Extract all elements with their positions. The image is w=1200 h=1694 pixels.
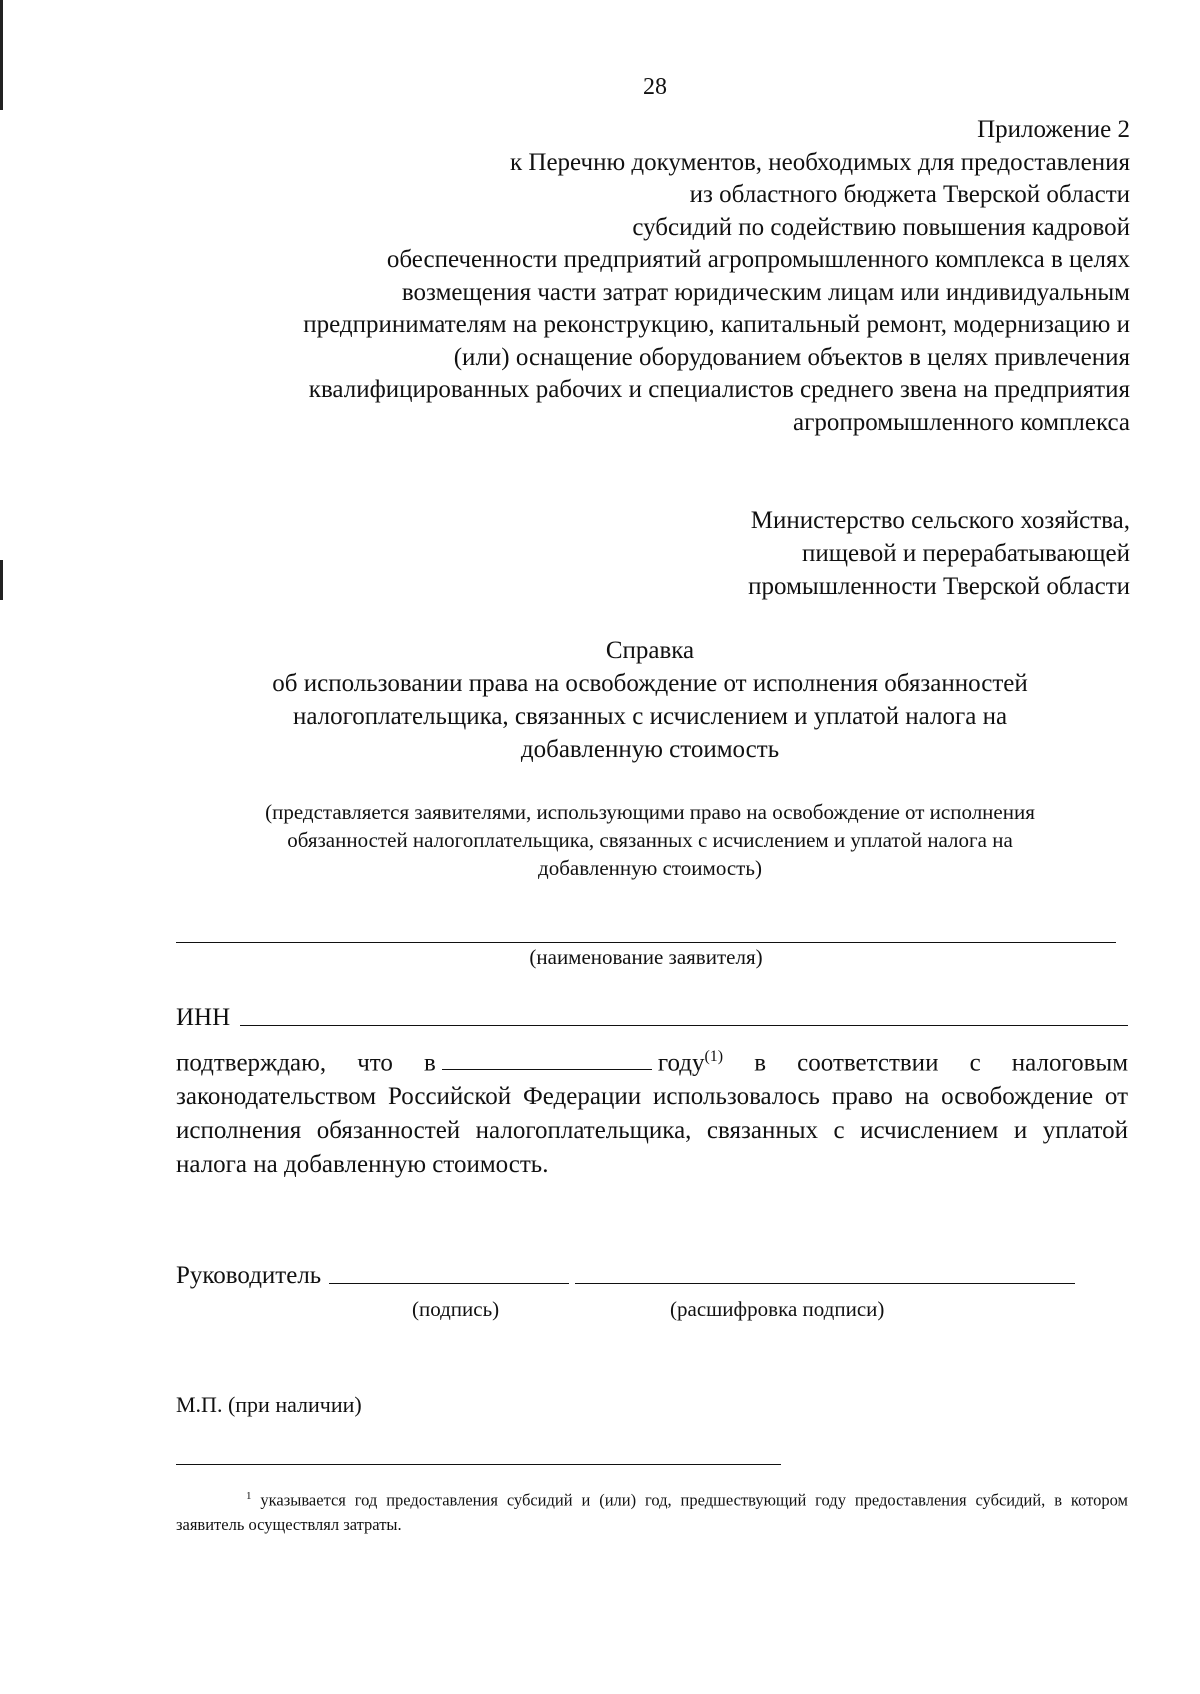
- document-title-block: [180, 634, 1120, 766]
- footnote-reference: (1): [704, 1048, 724, 1065]
- addressee-line: Министерство сельского хозяйства,: [750, 507, 1130, 534]
- appendix-line: возмещения части затрат юридическим лицам или индивидуальным: [401, 278, 1130, 306]
- footnote-text: указывается год предоставления субсидий и (или) год, предшествующий году предоставления субсидий, в котором заявитель осуществлял затраты.: [176, 1490, 1128, 1534]
- addressee-line: промышленности Тверской области: [748, 573, 1130, 600]
- year-word: году: [657, 1049, 705, 1077]
- applicant-name-caption: (наименование заявителя): [529, 945, 763, 969]
- appendix-line: обеспеченности предприятий агропромышленного комплекса в целях: [386, 246, 1130, 273]
- addressee-line: пищевой и перерабатывающей: [801, 540, 1130, 567]
- appendix-line: агропромышленного комплекса: [792, 408, 1130, 436]
- confirmation-paragraph: [176, 1040, 1128, 1182]
- note-line: (представляется заявителями, использующими право на освобождение от исполнения: [265, 800, 1035, 824]
- document-subtitle-line: добавленную стоимость: [520, 736, 780, 763]
- signature-row: [176, 1262, 1075, 1290]
- instruction-note: [180, 798, 1120, 882]
- signature-field[interactable]: [329, 1282, 569, 1284]
- signature-decoding-field[interactable]: [575, 1282, 1075, 1284]
- footnote: [176, 1484, 1128, 1537]
- appendix-line: Приложение 2: [977, 116, 1130, 143]
- head-label: Руководитель: [176, 1262, 322, 1289]
- scan-edge-mark: [0, 560, 3, 600]
- appendix-line: предпринимателям на реконструкцию, капитальный ремонт, модернизацию и: [303, 311, 1130, 338]
- appendix-line: (или) оснащение оборудованием объектов в целях привлечения: [453, 343, 1130, 371]
- appendix-line: из областного бюджета Тверской области: [689, 181, 1130, 208]
- confirm-prefix: подтверждаю, что в: [176, 1049, 436, 1077]
- inn-field[interactable]: [240, 1025, 1128, 1026]
- addressee-block: [748, 504, 1130, 603]
- appendix-line: субсидий по содействию повышения кадровой: [632, 213, 1130, 241]
- appendix-header: [130, 114, 1130, 439]
- inn-label: ИНН: [176, 1004, 231, 1031]
- signature-caption: (подпись): [412, 1297, 500, 1321]
- footnote-divider: [176, 1464, 781, 1465]
- applicant-name-field[interactable]: [176, 942, 1116, 943]
- footnote-marker: 1: [246, 1490, 252, 1502]
- decoding-caption: (расшифровка подписи): [670, 1297, 885, 1321]
- appendix-line: квалифицированных рабочих и специалистов среднего звена на предприятия: [308, 376, 1130, 403]
- note-line: обязанностей налогоплательщика, связанных с исчислением и уплатой налога на: [287, 828, 1013, 852]
- document-subtitle-line: об использовании права на освобождение от исполнения обязанностей: [272, 670, 1028, 697]
- confirm-rest: в соответствии с налоговым законодательством Российской Федерации использовалось право на освобождение от исполнения обязанностей налогоплательщика, связанных с исчислением и уплатой налога на добавленную стоимость.: [176, 1049, 1129, 1179]
- page-number: 28: [643, 74, 667, 100]
- document-title: Справка: [605, 637, 695, 664]
- inn-row: [176, 1004, 1128, 1032]
- year-field[interactable]: [442, 1068, 652, 1070]
- appendix-line: к Перечню документов, необходимых для предоставления: [510, 148, 1130, 176]
- document-subtitle-line: налогоплательщика, связанных с исчислением и уплатой налога на: [292, 703, 1008, 730]
- stamp-place: М.П. (при наличии): [176, 1392, 362, 1417]
- note-line: добавленную стоимость): [538, 856, 762, 880]
